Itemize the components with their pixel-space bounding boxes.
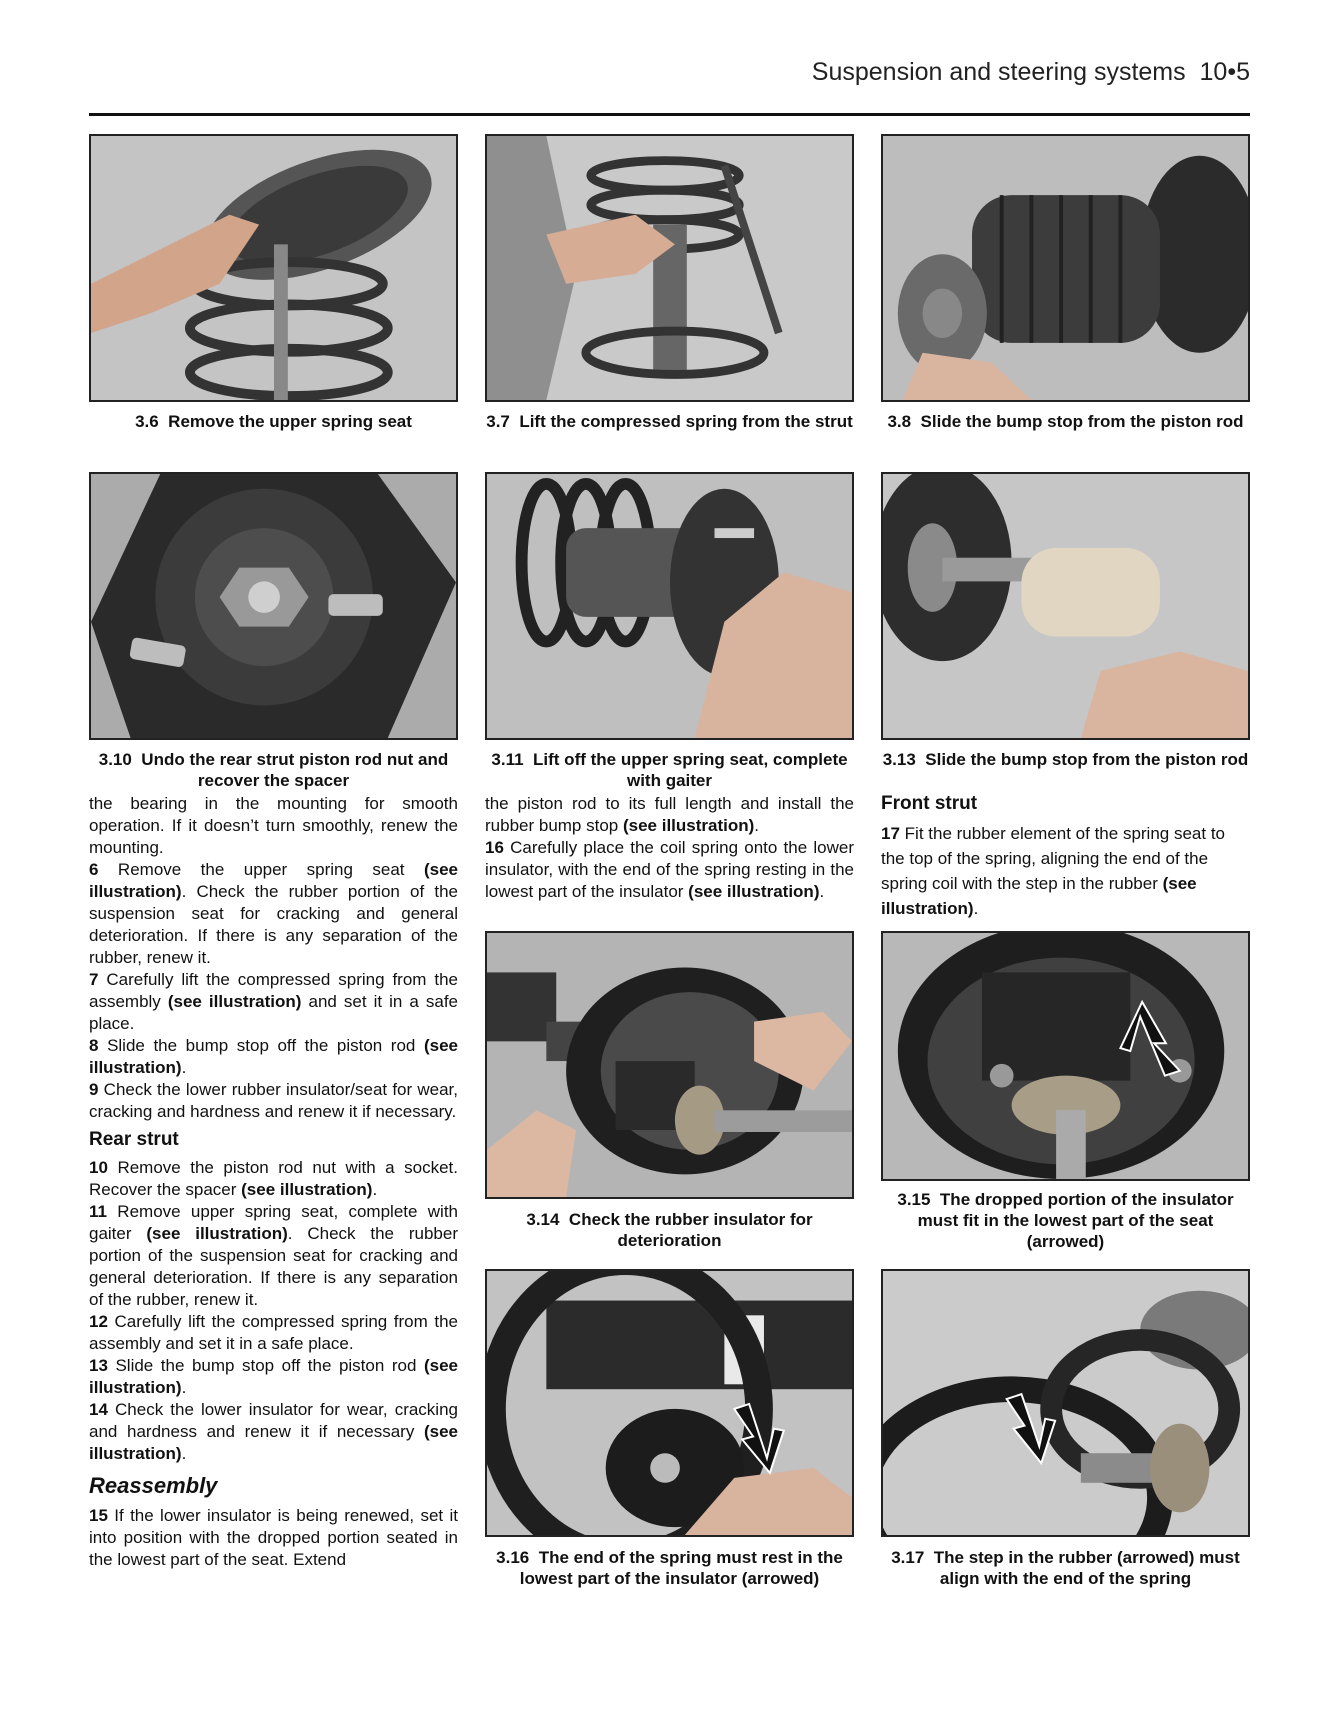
para-11: 11 Remove upper spring seat, complete with gaiter (see illustration). Check the rubber portion of the suspension seat for cracking and general deterioration. If there is any separation of the rubber, renew it. (89, 1202, 458, 1309)
heading-rear-strut: Rear strut (89, 1129, 179, 1150)
photo-3-8 (881, 134, 1250, 402)
text-column-1 (89, 793, 458, 1571)
photo-3-13 (881, 472, 1250, 740)
photo-3-14 (485, 931, 854, 1199)
caption-3-17: 3.17 The step in the rubber (arrowed) must align with the end of the spring (891, 1548, 1240, 1588)
caption-3-7: 3.7 Lift the compressed spring from the strut (486, 412, 853, 431)
para-intro: the bearing in the mounting for smooth operation. If it doesn’t turn smoothly, renew the mounting. (89, 794, 458, 857)
para-7: 7 Carefully lift the compressed spring from the assembly (see illustration) and set it in a safe place. (89, 970, 458, 1033)
photo-3-17 (881, 1269, 1250, 1537)
photo-3-16 (485, 1269, 854, 1537)
photo-3-15 (881, 931, 1250, 1181)
page-number: 10•5 (1199, 58, 1250, 86)
photo-3-10 (89, 472, 458, 740)
caption-3-16: 3.16 The end of the spring must rest in the lowest part of the insulator (arrowed) (496, 1548, 843, 1588)
heading-reassembly: Reassembly (89, 1473, 218, 1498)
caption-3-11: 3.11 Lift off the upper spring seat, complete with gaiter (491, 750, 848, 790)
page-header (0, 58, 1250, 87)
text-column-3 (881, 791, 1250, 921)
caption-3-13: 3.13 Slide the bump stop from the piston rod (882, 750, 1249, 769)
caption-3-15: 3.15 The dropped portion of the insulator must fit in the lowest part of the seat (arrowed) (897, 1190, 1234, 1251)
text-column-2 (485, 793, 854, 903)
para-13: 13 Slide the bump stop off the piston rod (see illustration). (89, 1356, 458, 1397)
para-8: 8 Slide the bump stop off the piston rod (see illustration). (89, 1036, 458, 1077)
para-6: 6 Remove the upper spring seat (see illustration). Check the rubber portion of the suspension seat for cracking and general deterioration. If there is any separation of the rubber, renew it. (89, 860, 458, 967)
photo-3-6 (89, 134, 458, 402)
caption-3-10: 3.10 Undo the rear strut piston rod nut and recover the spacer (98, 750, 449, 790)
para-9: 9 Check the lower rubber insulator/seat for wear, cracking and hardness and renew it if necessary. (89, 1080, 458, 1121)
para-15: 15 If the lower insulator is being renewed, set it into position with the dropped portion seated in the lowest part of the seat. Extend (89, 1506, 458, 1569)
photo-3-11 (485, 472, 854, 740)
para-16: 16 Carefully place the coil spring onto the lower insulator, with the end of the spring resting in the lowest part of the insulator (see illustration). (485, 838, 854, 901)
caption-3-6: 3.6 Remove the upper spring seat (135, 412, 412, 431)
para-15-cont: the piston rod to its full length and install the rubber bump stop (see illustration). (485, 794, 854, 835)
photo-3-7 (485, 134, 854, 402)
para-17: 17 Fit the rubber element of the spring seat to the top of the spring, aligning the end of the spring coil with the step in the rubber (see illustration). (881, 824, 1225, 918)
heading-front-strut: Front strut (881, 793, 978, 814)
caption-3-8: 3.8 Slide the bump stop from the piston rod (887, 412, 1244, 431)
para-14: 14 Check the lower insulator for wear, cracking and hardness and renew it if necessary (see illustration). (89, 1400, 458, 1463)
para-12: 12 Carefully lift the compressed spring from the assembly and set it in a safe place. (89, 1312, 458, 1353)
header-rule (89, 113, 1250, 116)
caption-3-14: 3.14 Check the rubber insulator for deterioration (526, 1210, 813, 1250)
para-10: 10 Remove the piston rod nut with a socket. Recover the spacer (see illustration). (89, 1158, 458, 1199)
section-title: Suspension and steering systems (811, 58, 1186, 86)
